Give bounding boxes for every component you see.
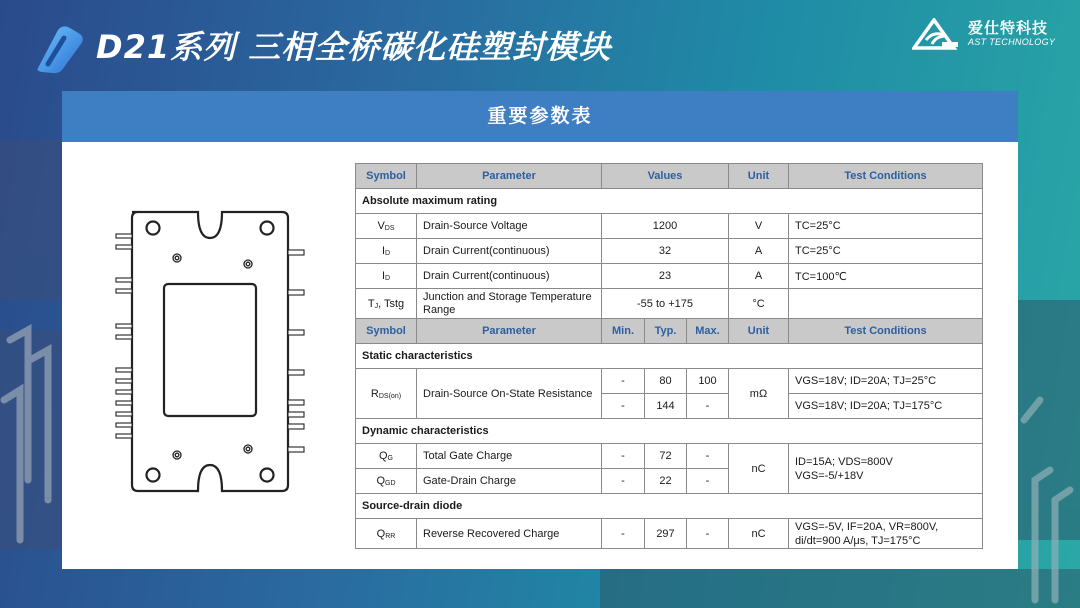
unit-cell: A: [729, 239, 789, 264]
header-unit: Unit: [729, 319, 789, 344]
parameter-cell: Junction and Storage Temperature Range: [417, 289, 602, 319]
unit-cell: nC: [729, 444, 789, 494]
symbol-cell: RDS(on): [356, 369, 417, 419]
typ-cell: 22: [645, 469, 687, 494]
max-cell: -: [687, 519, 729, 549]
condition-cell: [789, 519, 983, 549]
value-cell: 23: [602, 264, 729, 289]
max-cell: -: [687, 469, 729, 494]
parameter-table-wrap: [355, 163, 982, 549]
table-header-row: [356, 319, 983, 344]
min-cell: -: [602, 469, 645, 494]
condition-line: VGS=-5V, IF=20A, VR=800V,: [795, 520, 939, 533]
typ-cell: 80: [645, 369, 687, 394]
section-title: Source-drain diode: [356, 494, 983, 519]
package-outline-drawing: [110, 204, 310, 499]
max-cell: 100: [687, 369, 729, 394]
parameter-panel: [62, 91, 1018, 569]
min-cell: -: [602, 369, 645, 394]
min-cell: -: [602, 444, 645, 469]
ast-logo-icon: [912, 18, 962, 50]
symbol-cell: QGD: [356, 469, 417, 494]
typ-cell: 144: [645, 394, 687, 419]
symbol-cell: VDS: [356, 214, 417, 239]
section-title: Static characteristics: [356, 344, 983, 369]
parameter-cell: Total Gate Charge: [417, 444, 602, 469]
header-symbol: Symbol: [356, 164, 417, 189]
parameter-cell: Drain Current(continuous): [417, 239, 602, 264]
parameter-cell: Reverse Recovered Charge: [417, 519, 602, 549]
header-min: Min.: [602, 319, 645, 344]
series-logo-icon: [30, 24, 86, 74]
parameter-cell: Drain-Source Voltage: [417, 214, 602, 239]
table-row: [356, 369, 983, 394]
header-values: Values: [602, 164, 729, 189]
symbol-cell: TJ, Tstg: [356, 289, 417, 319]
value-cell: -55 to +175: [602, 289, 729, 319]
symbol-cell: ID: [356, 264, 417, 289]
header-parameter: Parameter: [417, 164, 602, 189]
unit-cell: nC: [729, 519, 789, 549]
unit-cell: mΩ: [729, 369, 789, 419]
unit-cell: V: [729, 214, 789, 239]
typ-cell: 72: [645, 444, 687, 469]
parameter-table: [355, 163, 983, 549]
condition-cell: TC=25°C: [789, 214, 983, 239]
header-test-conditions: Test Conditions: [789, 164, 983, 189]
section-title: Dynamic characteristics: [356, 419, 983, 444]
symbol-cell: ID: [356, 239, 417, 264]
condition-line: ID=15A; VDS=800V: [795, 455, 893, 468]
parameter-cell: Gate-Drain Charge: [417, 469, 602, 494]
table-row: [356, 519, 983, 549]
condition-cell: VGS=18V; ID=20A; TJ=25°C: [789, 369, 983, 394]
symbol-cell: QG: [356, 444, 417, 469]
condition-line: di/dt=900 A/μs, TJ=175°C: [795, 534, 921, 547]
page-title: D21系列 三相全桥碳化硅塑封模块: [96, 28, 612, 66]
header-test-conditions: Test Conditions: [789, 319, 983, 344]
section-row: [356, 189, 983, 214]
value-cell: 32: [602, 239, 729, 264]
condition-cell: TC=100℃: [789, 264, 983, 289]
section-row: [356, 344, 983, 369]
parameter-cell: Drain-Source On-State Resistance: [417, 369, 602, 419]
table-row: [356, 264, 983, 289]
min-cell: -: [602, 394, 645, 419]
header-unit: Unit: [729, 164, 789, 189]
header-typ: Typ.: [645, 319, 687, 344]
brand-logo: [912, 16, 1062, 52]
header-symbol: Symbol: [356, 319, 417, 344]
header-max: Max.: [687, 319, 729, 344]
section-row: [356, 419, 983, 444]
symbol-cell: QRR: [356, 519, 417, 549]
section-title: Absolute maximum rating: [356, 189, 983, 214]
max-cell: -: [687, 394, 729, 419]
condition-cell: [789, 289, 983, 319]
table-row: [356, 289, 983, 319]
table-row: [356, 214, 983, 239]
brand-name-en: AST TECHNOLOGY: [968, 37, 1056, 47]
table-row: [356, 239, 983, 264]
section-row: [356, 494, 983, 519]
min-cell: -: [602, 519, 645, 549]
typ-cell: 297: [645, 519, 687, 549]
panel-heading: 重要参数表: [62, 91, 1018, 142]
unit-cell: °C: [729, 289, 789, 319]
condition-cell: VGS=18V; ID=20A; TJ=175°C: [789, 394, 983, 419]
header-parameter: Parameter: [417, 319, 602, 344]
table-row: [356, 444, 983, 469]
brand-name-cn: 爱仕特科技: [968, 19, 1049, 37]
unit-cell: A: [729, 264, 789, 289]
value-cell: 1200: [602, 214, 729, 239]
condition-line: VGS=-5/+18V: [795, 469, 864, 482]
max-cell: -: [687, 444, 729, 469]
table-header-row: [356, 164, 983, 189]
condition-cell: [789, 444, 983, 494]
condition-cell: TC=25°C: [789, 239, 983, 264]
parameter-cell: Drain Current(continuous): [417, 264, 602, 289]
